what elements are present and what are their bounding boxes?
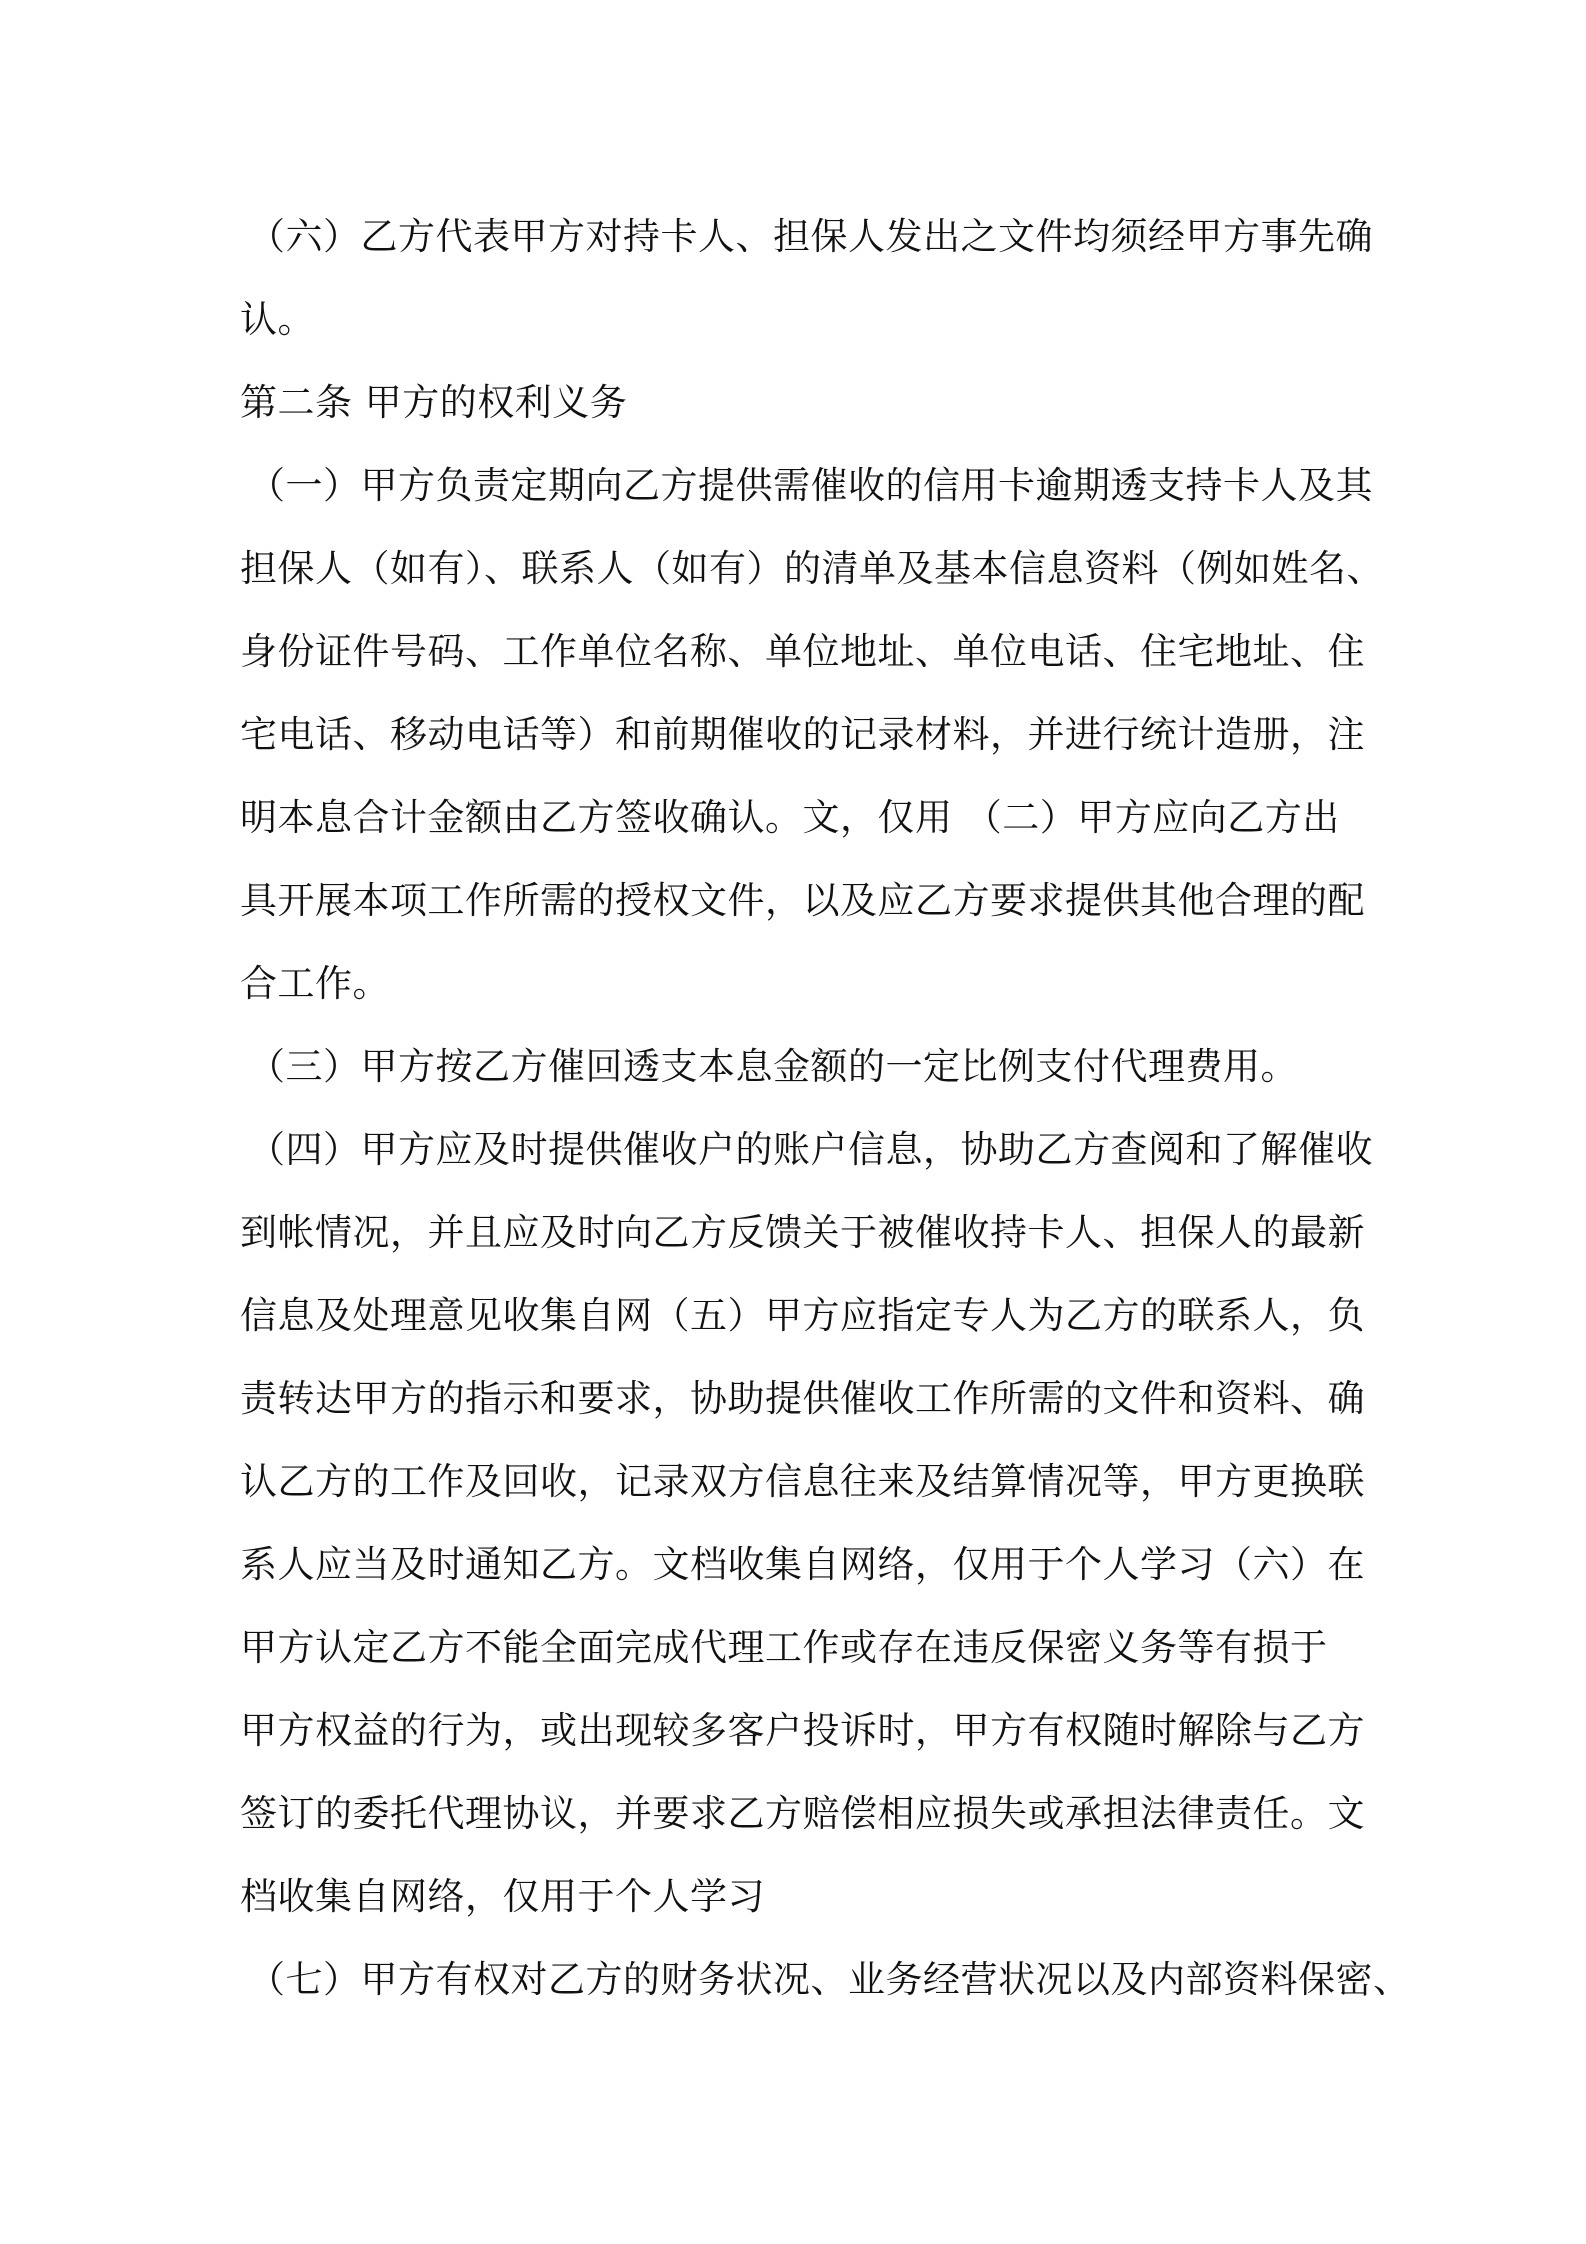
text-line: 责转达甲方的指示和要求，协助提供催收工作所需的文件和资料、确	[240, 1377, 1365, 1420]
paragraph-clause-7	[240, 1938, 1411, 2021]
text-line: （一）甲方负责定期向乙方提供需催收的信用卡逾期透支持卡人及其	[248, 464, 1373, 507]
text-line: 签订的委托代理协议，并要求乙方赔偿相应损失或承担法律责任。文	[240, 1792, 1365, 1835]
text-line: （六）乙方代表甲方对持卡人、担保人发出之文件均须经甲方事先确	[248, 215, 1373, 258]
paragraph-clause-6-confirmation	[240, 195, 1373, 361]
paragraph-clause-4	[240, 1108, 1373, 1938]
text-line: 身份证件号码、工作单位名称、单位地址、单位电话、住宅地址、住	[240, 630, 1365, 673]
paragraph-clause-3	[240, 1025, 1370, 1108]
text-line: 具开展本项工作所需的授权文件，以及应乙方要求提供其他合理的配	[240, 879, 1365, 922]
text-line: 到帐情况，并且应及时向乙方反馈关于被催收持卡人、担保人的最新	[240, 1211, 1365, 1254]
text-line: 甲方认定乙方不能全面完成代理工作或存在违反保密义务等有损于	[240, 1626, 1328, 1669]
text-line: 甲方权益的行为，或出现较多客户投诉时，甲方有权随时解除与乙方	[240, 1709, 1365, 1752]
text-line: 信息及处理意见收集自网（五）甲方应指定专人为乙方的联系人，负	[240, 1294, 1365, 1337]
text-line: （四）甲方应及时提供催收户的账户信息，协助乙方查阅和了解催收	[248, 1128, 1373, 1171]
text-line: （七）甲方有权对乙方的财务状况、业务经营状况以及内部资料保密、	[248, 1958, 1411, 2001]
text-line: 档收集自网络，仅用于个人学习	[240, 1875, 765, 1918]
text-line: 认。	[240, 298, 315, 341]
article-2-heading	[240, 361, 1370, 444]
text-line: 系人应当及时通知乙方。文档收集自网络，仅用于个人学习（六）在	[240, 1543, 1365, 1586]
text-line: 合工作。	[240, 962, 390, 1005]
section-heading: 第二条 甲方的权利义务	[240, 381, 628, 424]
paragraph-clause-1	[240, 444, 1384, 1025]
text-line: 明本息合计金额由乙方签收确认。文，仅用 （二）甲方应向乙方出	[240, 796, 1340, 839]
text-line: （三）甲方按乙方催回透支本息金额的一定比例支付代理费用。	[248, 1045, 1298, 1088]
text-line: 宅电话、移动电话等）和前期催收的记录材料，并进行统计造册，注	[240, 713, 1365, 756]
document-body	[240, 195, 1411, 2021]
text-line: 认乙方的工作及回收，记录双方信息往来及结算情况等，甲方更换联	[240, 1460, 1365, 1503]
text-line: 担保人（如有）、联系人（如有）的清单及基本信息资料（例如姓名、	[240, 547, 1384, 590]
